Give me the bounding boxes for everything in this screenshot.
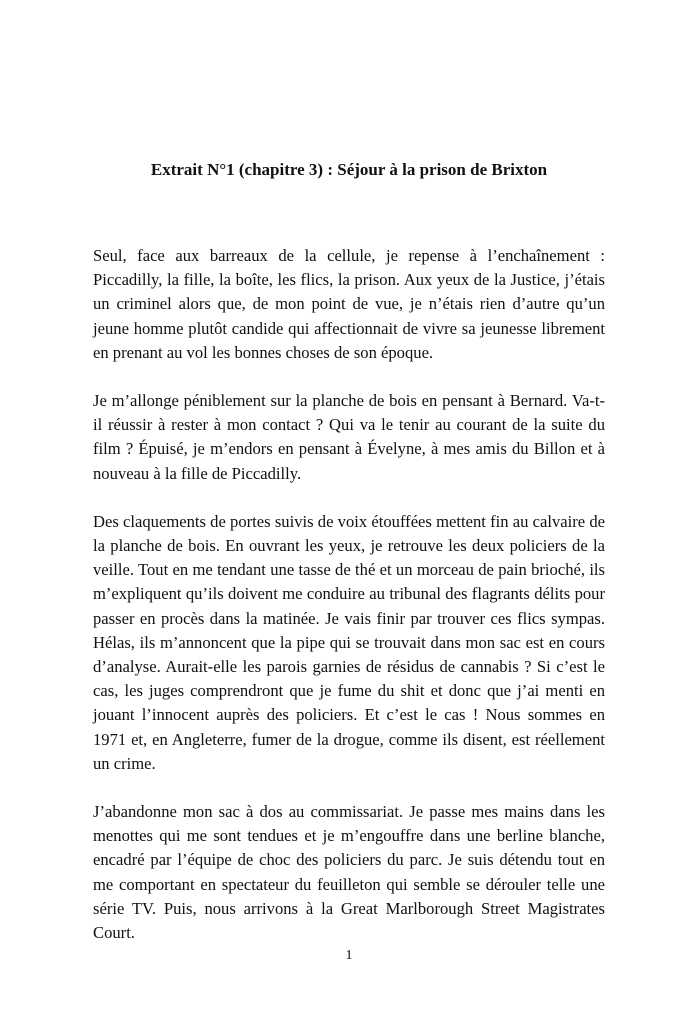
paragraph-3: Des claquements de portes suivis de voix étouffées mettent fin au calvaire de la planche de bois. En ouvrant les yeux, je retrouve les deux policiers de la veille. Tout en me tendant une tasse de thé et un morceau de pain brioché, ils m’expliquent qu’ils doivent me conduire au tribunal des flagrants délits pour passer en procès dans la matinée. Je vais finir par trouver ces flics sympas. Hélas, ils m’annoncent que la pipe qui se trouvait dans mon sac est en cours d’analyse. Aurait-elle les parois garnies de résidus de cannabis ? Si c’est le cas, les juges comprendront que je fume du shit et donc que j’ai menti en jouant l’innocent auprès des policiers. Et c’est le cas ! Nous sommes en 1971 et, en Angleterre, fumer de la drogue, comme ils disent, est réellement un crime.	[93, 511, 605, 773]
chapter-title: Extrait N°1 (chapitre 3) : Séjour à la prison de Brixton	[150, 160, 548, 179]
page-number: 1	[345, 948, 353, 963]
paragraph-1: Seul, face aux barreaux de la cellule, je repense à l’enchaînement : Piccadilly, la fille, la boîte, les flics, la prison. Aux yeux de la Justice, j’étais un criminel alors que, de mon point de vue, je n’étais rien d’autre qu’un jeune homme plutôt candide qui affectionnait de vivre sa jeunesse librement en prenant au vol les bonnes choses de son époque.	[93, 246, 605, 362]
paragraph-4: J’abandonne mon sac à dos au commissariat. Je passe mes mains dans les menottes qui me sont tendues et je m’engouffre dans une berline blanche, encadré par l’équipe de choc des policiers du parc. Je suis détendu tout en me comportant en spectateur du feuilleton qui semble se dérouler telle une série TV. Puis, nous arrivons à la Great Marlborough Street Magistrates Court.	[93, 802, 605, 943]
paragraph-2: Je m’allonge péniblement sur la planche de bois en pensant à Bernard. Va-t-il réussir à rester à mon contact ? Qui va le tenir au courant de la suite du film ? Épuisé, je m’endors en pensant à Évelyne, à mes amis du Billon et à nouveau à la fille de Piccadilly.	[93, 391, 605, 483]
body-text	[93, 244, 605, 969]
